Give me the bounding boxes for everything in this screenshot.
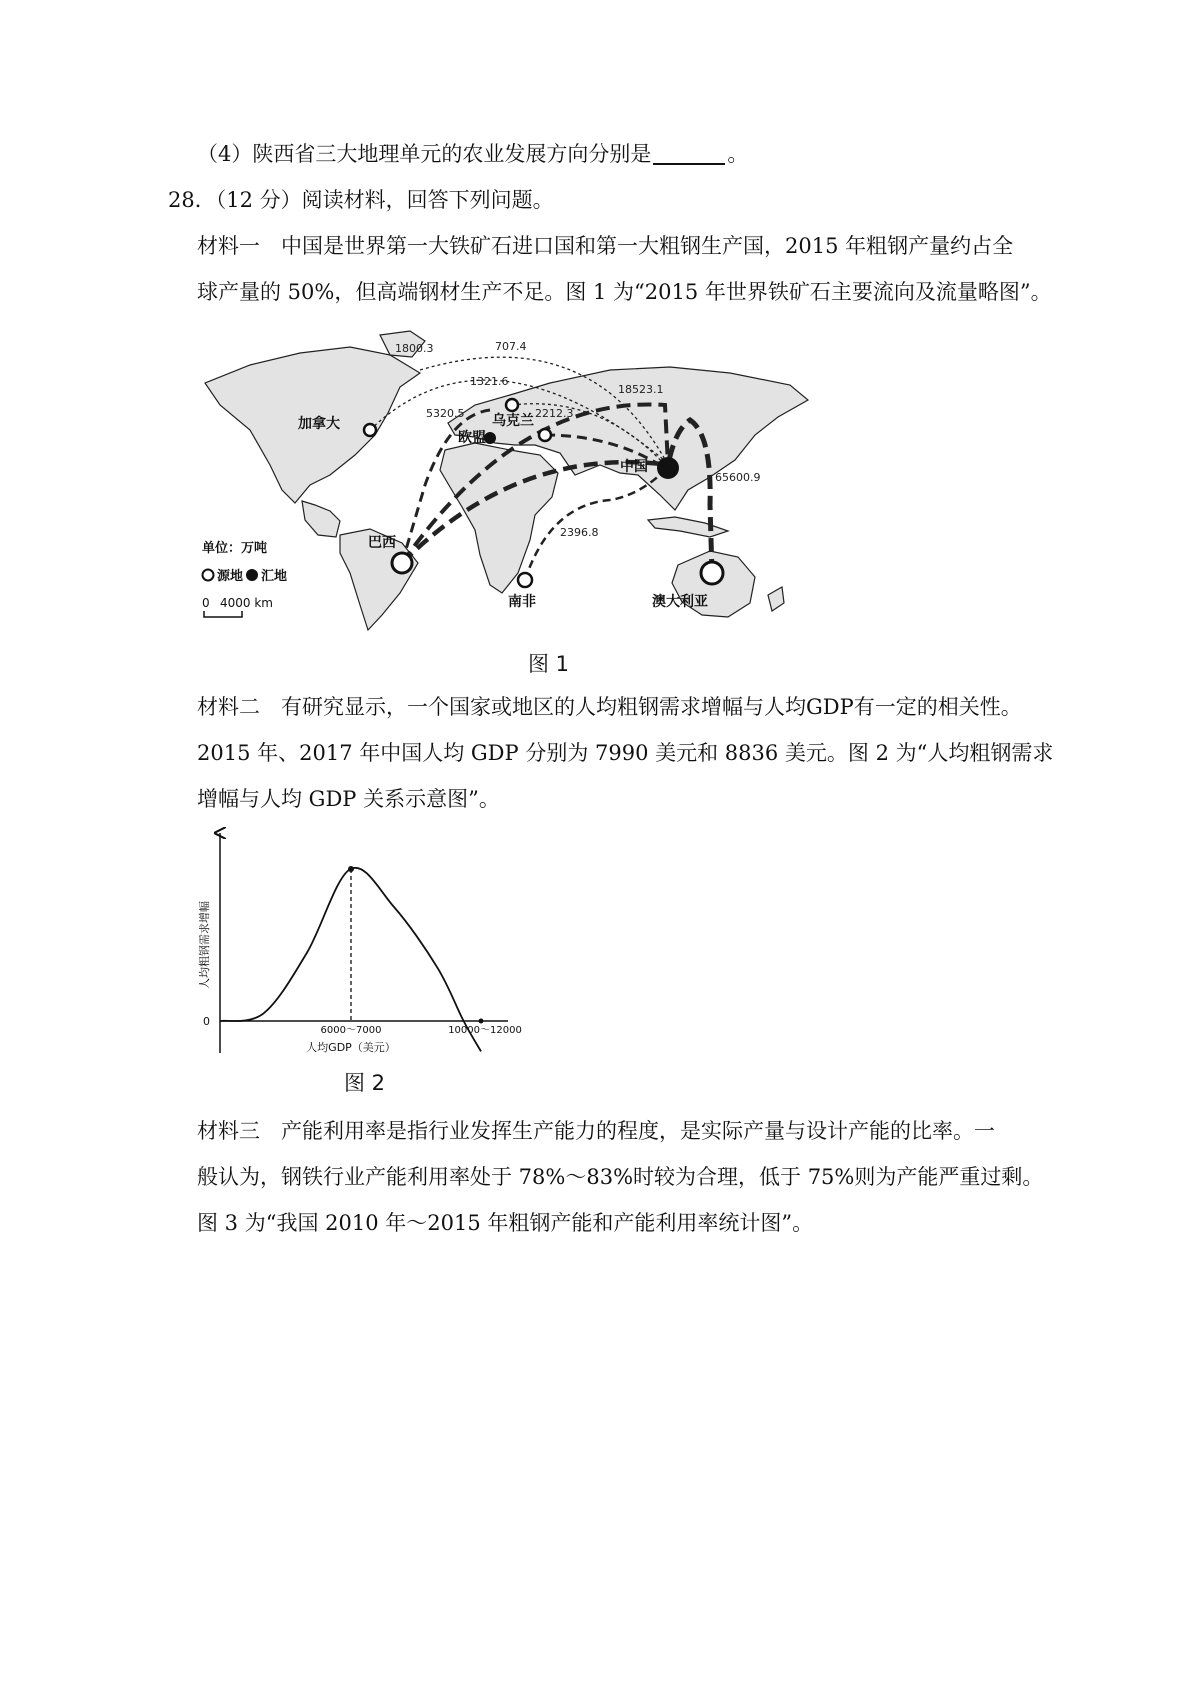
legend-source: 源地 [217, 569, 244, 584]
material-3-line-3: 图 3 为“我国 2010 年～2015 年粗钢产能和产能利用率统计图”。 [197, 1211, 814, 1235]
marker-australia [701, 562, 723, 584]
demand-curve [220, 868, 481, 1052]
flow-label-australia-china: 65600.9 [715, 471, 761, 484]
y-tick-zero: 0 [203, 1015, 210, 1028]
marker-brazil [392, 553, 412, 573]
marker-mid [539, 429, 551, 441]
label-australia: 澳大利亚 [652, 594, 708, 610]
marker-ukraine [506, 399, 518, 411]
label-eu: 欧盟 [458, 430, 486, 446]
peak-point [348, 866, 354, 872]
answer-blank [653, 143, 725, 165]
steel-demand-gdp-chart [190, 825, 550, 1065]
material-3-line-1: 材料三 产能利用率是指行业发挥生产能力的程度，是实际产量与设计产能的比率。一 [197, 1119, 995, 1143]
legend-sink: 汇地 [261, 569, 288, 584]
material-1-line-1: 材料一 中国是世界第一大铁矿石进口国和第一大粗钢生产国，2015 年粗钢产量约占全 [197, 234, 1014, 258]
map-legend [202, 540, 287, 617]
label-brazil: 巴西 [368, 535, 396, 551]
flow-label-mid: 2212.3 [535, 407, 574, 420]
iron-ore-flow-map [190, 325, 820, 640]
flow-label-canada: 1800.3 [395, 342, 434, 355]
material-1-line-2: 球产量的 50%，但高端钢材生产不足。图 1 为“2015 年世界铁矿石主要流向及流量略图”。 [197, 280, 1052, 304]
material-2-line-1: 材料二 有研究显示，一个国家或地区的人均粗钢需求增幅与人均GDP有一定的相关性。 [197, 695, 1022, 719]
flow-label-eu-brazil: 5320.5 [426, 407, 465, 420]
figure-2-caption: 图 2 [344, 1071, 386, 1095]
question-4-text: （4）陕西省三大地理单元的农业发展方向分别是 [197, 142, 652, 166]
scale-zero: 0 [202, 596, 210, 610]
flow-label-north: 707.4 [495, 340, 527, 353]
y-axis-label: 人均粗钢需求增幅 [198, 901, 211, 989]
scale-length: 4000 km [220, 596, 273, 610]
marker-south-africa [518, 573, 532, 587]
legend-sink-symbol [246, 569, 258, 581]
marker-canada [364, 424, 376, 436]
zero-crossing-point [479, 1019, 484, 1024]
label-china: 中国 [620, 459, 648, 475]
marker-china [657, 457, 679, 479]
legend-unit: 单位：万吨 [202, 541, 268, 556]
label-ukraine: 乌克兰 [492, 413, 534, 429]
flow-label-brazil-china: 18523.1 [618, 383, 664, 396]
x-axis-label: 人均GDP（美元） [306, 1041, 396, 1054]
question-4 [197, 140, 748, 168]
material-2-line-3: 增幅与人均 GDP 关系示意图”。 [197, 787, 500, 811]
legend-source-symbol [203, 570, 214, 581]
x-tick-zero: 10000～12000 [448, 1025, 522, 1036]
question-28-title: 28．（12 分）阅读材料，回答下列问题。 [168, 188, 554, 212]
flow-label-south-africa: 2396.8 [560, 526, 599, 539]
x-tick-peak: 6000～7000 [320, 1025, 382, 1036]
flow-label-ukraine: 1321.6 [470, 375, 509, 388]
material-3-line-2: 般认为，钢铁行业产能利用率处于 78%～83%时较为合理，低于 75%则为产能严重过剩。 [197, 1165, 1044, 1189]
material-2-line-2: 2015 年、2017 年中国人均 GDP 分别为 7990 美元和 8836 美元。图 2 为“人均粗钢需求 [197, 741, 1054, 765]
label-south-africa: 南非 [508, 594, 536, 610]
label-canada: 加拿大 [298, 416, 340, 432]
figure-1-caption: 图 1 [528, 652, 570, 676]
question-4-end: 。 [727, 142, 749, 166]
scale-bar [204, 611, 242, 617]
